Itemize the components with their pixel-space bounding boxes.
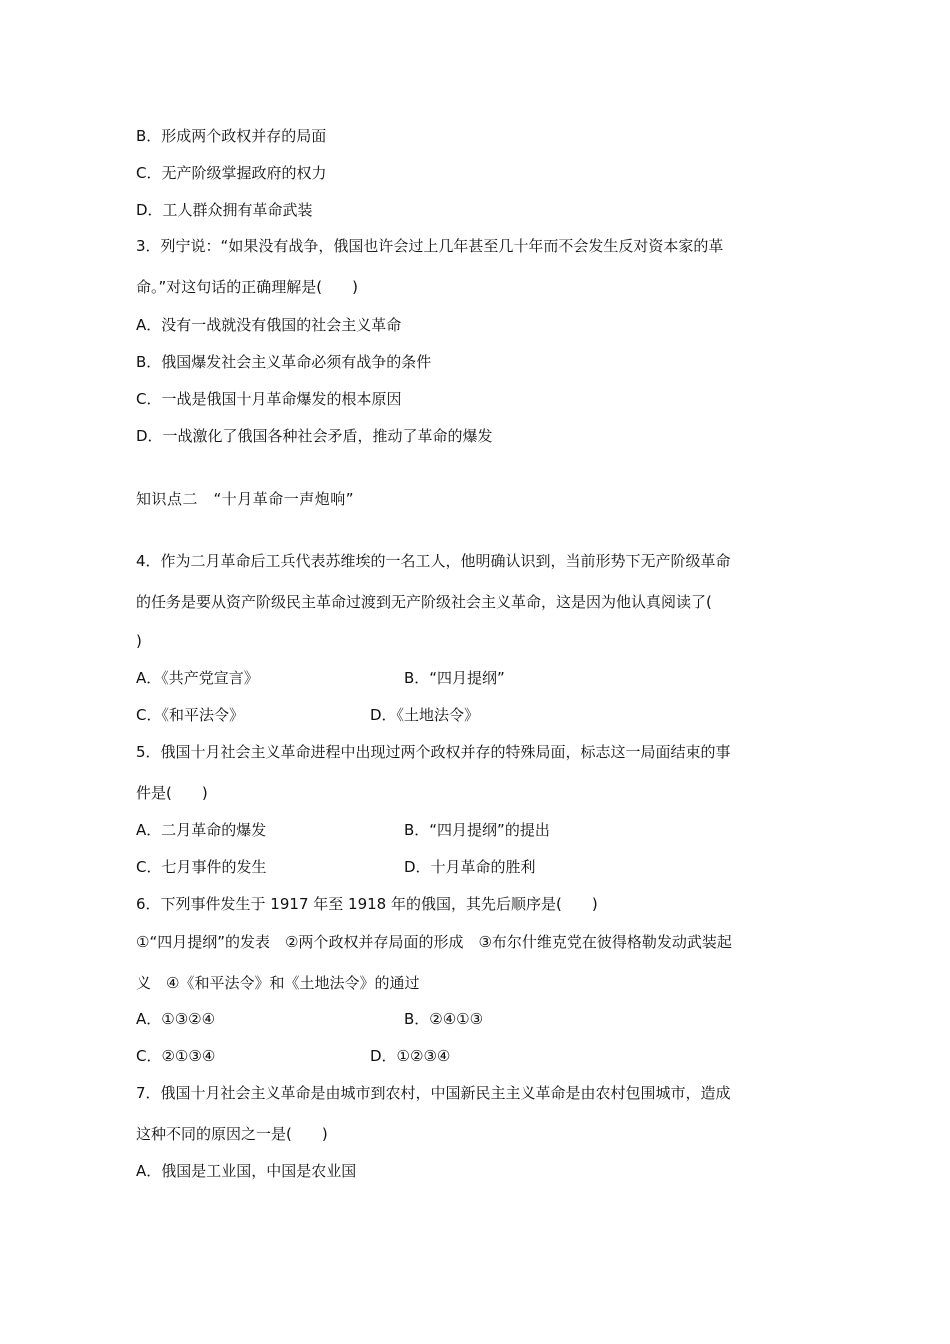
q5-stem-line1: 5．俄国十月社会主义革命进程中出现过两个政权并存的特殊局面，标志这一局面结束的事 xyxy=(136,743,731,761)
q6-option-d: D．①②③④ xyxy=(370,1047,451,1065)
q4-option-d: D．《土地法令》 xyxy=(370,706,480,724)
q2-option-c: C．无产阶级掌握政府的权力 xyxy=(136,164,327,182)
q3-stem-line2: 命。”对这句话的正确理解是( ) xyxy=(136,278,358,296)
q4-option-a: A．《共产党宣言》 xyxy=(136,669,259,687)
q5-option-c: C．七月事件的发生 xyxy=(136,858,267,876)
q3-option-c: C．一战是俄国十月革命爆发的根本原因 xyxy=(136,390,402,408)
q7-option-a: A．俄国是工业国，中国是农业国 xyxy=(136,1162,357,1180)
q3-option-a: A．没有一战就没有俄国的社会主义革命 xyxy=(136,316,402,334)
q6-stem-line1: 6．下列事件发生于 1917 年至 1918 年的俄国，其先后顺序是( ) xyxy=(136,895,598,913)
q6-stem-line3: 义 ④《和平法令》和《土地法令》的通过 xyxy=(136,974,420,992)
q5-option-a: A．二月革命的爆发 xyxy=(136,821,267,839)
q3-option-d: D．一战激化了俄国各种社会矛盾，推动了革命的爆发 xyxy=(136,427,493,445)
q7-stem-line1: 7．俄国十月社会主义革命是由城市到农村，中国新民主主义革命是由农村包围城市，造成 xyxy=(136,1084,731,1102)
q6-option-a: A．①③②④ xyxy=(136,1010,216,1028)
q5-option-b: B．“四月提纲”的提出 xyxy=(404,821,550,839)
q4-stem-line2: 的任务是要从资产阶级民主革命过渡到无产阶级社会主义革命，这是因为他认真阅读了( xyxy=(136,593,712,611)
q5-option-d: D．十月革命的胜利 xyxy=(404,858,536,876)
q7-stem-line2: 这种不同的原因之一是( ) xyxy=(136,1125,328,1143)
q3-stem-line1: 3．列宁说：“如果没有战争，俄国也许会过上几年甚至几十年而不会发生反对资本家的革 xyxy=(136,237,724,255)
q4-stem-line3: ) xyxy=(136,632,142,650)
q4-option-b: B．“四月提纲” xyxy=(404,669,505,687)
q4-option-c: C．《和平法令》 xyxy=(136,706,244,724)
q6-option-c: C．②①③④ xyxy=(136,1047,216,1065)
q6-option-b: B．②④①③ xyxy=(404,1010,484,1028)
q2-option-b: B．形成两个政权并存的局面 xyxy=(136,127,327,145)
q5-stem-line2: 件是( ) xyxy=(136,784,208,802)
q6-stem-line2: ①“四月提纲”的发表 ②两个政权并存局面的形成 ③布尔什维克党在彼得格勒发动武装起 xyxy=(136,933,732,951)
q3-option-b: B．俄国爆发社会主义革命必须有战争的条件 xyxy=(136,353,432,371)
q4-stem-line1: 4．作为二月革命后工兵代表苏维埃的一名工人，他明确认识到，当前形势下无产阶级革命 xyxy=(136,552,731,570)
section-heading: 知识点二 “十月革命一声炮响” xyxy=(136,490,355,508)
q2-option-d: D．工人群众拥有革命武装 xyxy=(136,201,313,219)
